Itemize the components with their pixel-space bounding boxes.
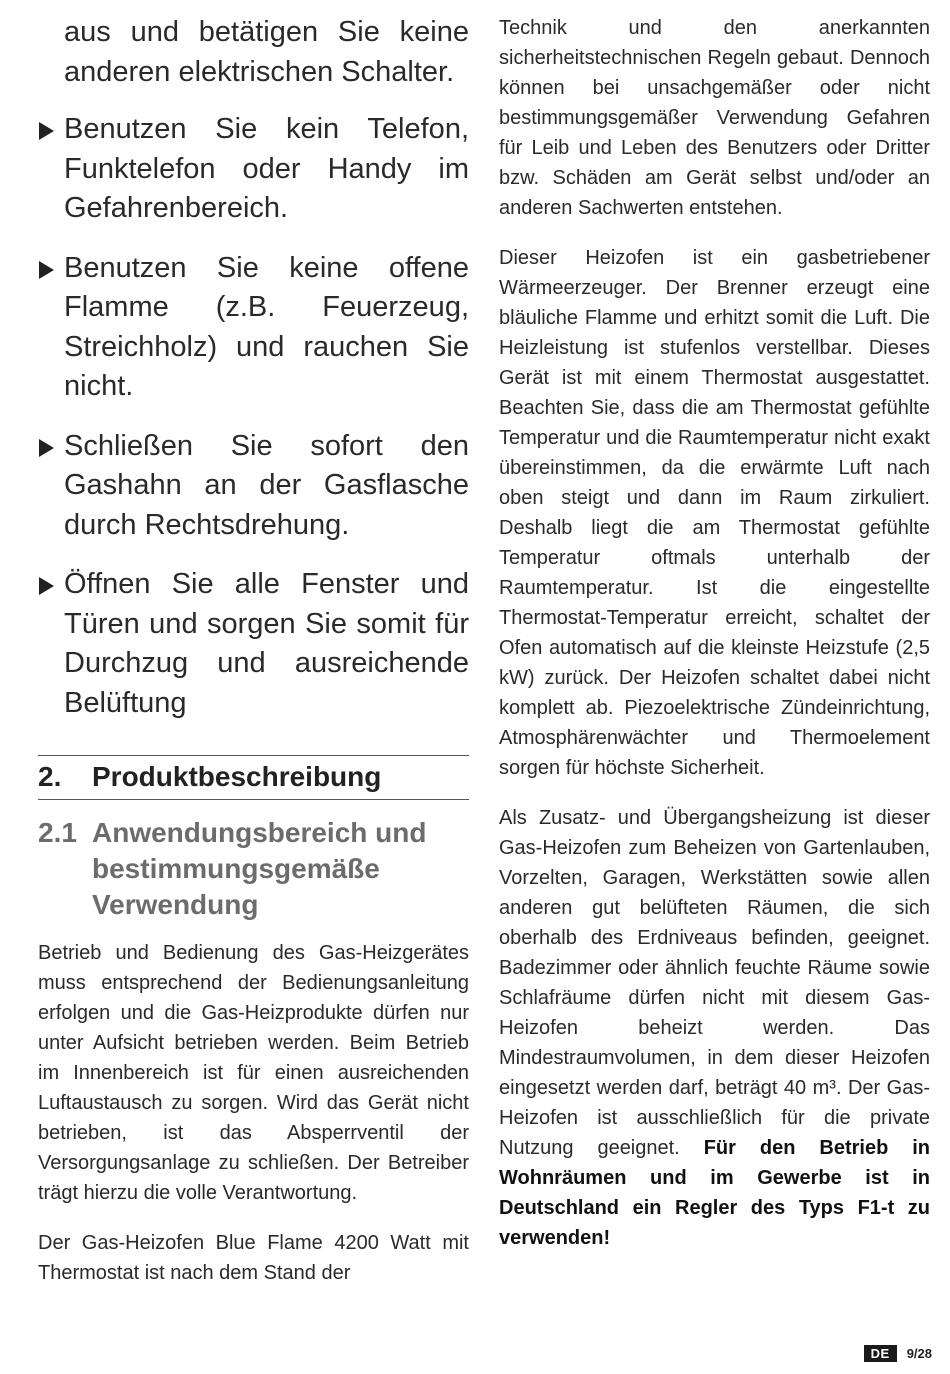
- body-text: Als Zusatz- und Übergangsheizung ist dieser Gas-Heizofen zum Beheizen von Gartenlauben, Vorzelten, Garagen, Werkstätten sowie allen anderen gut belüfteten Räumen, die sich oberhalb des Erdniveaus befinden, geeignet. Badezimmer oder ähnlich feuchte Räume sowie Schlafräume dürfen nicht mit diesem Gas-Heizofen beheizt werden. Das Mindestraumvolumen, in dem dieser Heizofen eingesetzt werden darf, beträgt 40 m³. Der Gas-Heizofen ist ausschließlich für die private Nutzung geeignet.: [499, 807, 930, 1159]
- warning-bullet: [38, 565, 469, 723]
- body-paragraph: Dieser Heizofen ist ein gasbetriebener Wärmeerzeuger. Der Brenner erzeugt eine bläuliche Flamme und erhitzt somit die Luft. Die Heizleistung ist stufenlos verstellbar. Dieses Gerät ist mit einem Thermostat ausgestattet. Beachten Sie, dass die am Thermostat gefühlte Temperatur und die Raumtemperatur nicht exakt übereinstimmen, da die erwärmte Luft nach oben steigt und dann im Raum zirkuliert. Deshalb liegt die am Thermostat gefühlte Temperatur oftmals unterhalb der Raumtemperatur. Ist die eingestellte Thermostat-Temperatur erreicht, schaltet der Ofen automatisch auf die kleinste Heizstufe (2,5 kW) zurück. Der Heizofen schaltet dabei nicht komplett ab. Piezoelektrische Zündeinrichtung, Atmosphärenwächter und Thermoelement sorgen für höchste Sicherheit.: [499, 247, 930, 779]
- subsection-heading: [38, 815, 469, 923]
- body-paragraph: [499, 803, 930, 1253]
- body-paragraph: Technik und den anerkannten sicherheitstechnischen Regeln gebaut. Dennoch können bei unsachgemäßer oder nicht bestimmungsgemäßer Verwendung Gefahren für Leib und Leben des Benutzers oder Dritter bzw. Schäden am Gerät selbst und/oder an anderen Sachwerten entstehen.: [499, 17, 930, 219]
- triangle-bullet-icon: [39, 577, 54, 595]
- right-column: [499, 13, 930, 1273]
- section-title: Produktbeschreibung: [92, 761, 382, 792]
- language-badge: DE: [864, 1345, 897, 1362]
- warning-bullet-text: Benutzen Sie keine offene Flamme (z.B. Feuerzeug, Streichholz) und rauchen Sie nicht.: [64, 251, 469, 402]
- subsection-number: 2.1: [38, 817, 77, 848]
- warning-bullet-text: Öffnen Sie alle Fenster und Türen und sorgen Sie somit für Durchzug und ausreichende Belüftung: [64, 568, 469, 719]
- section-heading: [38, 756, 469, 799]
- subsection-title: Anwendungsbereich und bestimmungsgemäße Verwendung: [92, 817, 427, 920]
- section-rule-bottom: [38, 799, 469, 800]
- page-number: 9/28: [906, 1346, 932, 1361]
- regulator-notice: Für den Betrieb in Wohnräumen und im Gewerbe ist in Deutschland ein Regler des Typs F1-t zu verwenden!: [499, 1137, 931, 1249]
- body-paragraph: Der Gas-Heizofen Blue Flame 4200 Watt mit Thermostat ist nach dem Stand der: [38, 1232, 469, 1284]
- triangle-bullet-icon: [39, 261, 54, 279]
- page-footer: [864, 1345, 932, 1362]
- section-number: 2.: [38, 761, 62, 792]
- triangle-bullet-icon: [39, 439, 54, 457]
- body-paragraph: Betrieb und Bedienung des Gas-Heizgerätes muss entsprechend der Bedienungsanleitung erfolgen und die Gas-Heizprodukte dürfen nur unter Aufsicht betrieben werden. Beim Betrieb im Innenbereich ist für einen ausreichenden Luftaustausch zu sorgen. Wird das Gerät nicht betrieben, ist das Absperrventil der Versorgungsanlage zu schließen. Der Betreiber trägt hierzu die volle Verantwortung.: [38, 942, 469, 1204]
- warning-bullet: [38, 249, 469, 407]
- warning-bullet-text: Benutzen Sie kein Telefon, Funktelefon oder Handy im Gefahrenbereich.: [64, 113, 469, 224]
- warning-bullet-text: Schließen Sie sofort den Gashahn an der Gasflasche durch Rechtsdrehung.: [64, 429, 469, 541]
- continued-warning-text: aus und betätigen Sie keine anderen elektrischen Schalter.: [64, 16, 469, 88]
- triangle-bullet-icon: [39, 122, 54, 140]
- warning-bullet: [38, 110, 469, 229]
- warning-bullet: [38, 427, 469, 546]
- left-column: [38, 12, 469, 1288]
